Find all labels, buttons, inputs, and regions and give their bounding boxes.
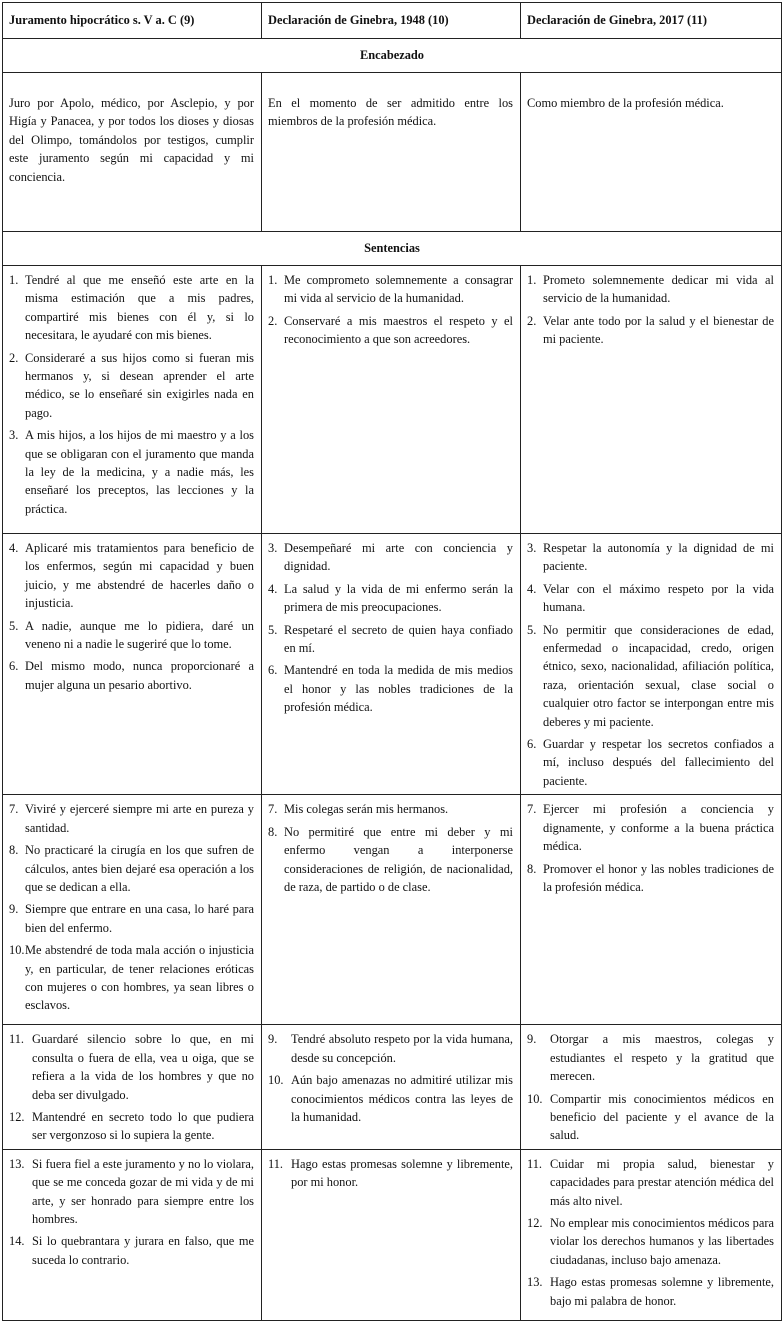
sentence-item	[9, 841, 254, 896]
sentence-text: Hago estas promesas solemne y libremente, bajo mi palabra de honor.	[550, 1275, 774, 1308]
sentence-number: 2.	[9, 350, 19, 365]
sentence-item	[9, 941, 254, 1015]
section-title-sentencias: Sentencias	[3, 232, 782, 266]
sentence-row	[3, 266, 782, 534]
sentence-number: 4.	[9, 541, 19, 555]
sentence-text: Aplicaré mis tratamientos para beneficio de los enfermos, según mi capacidad y buen juicio, y me abstendré de hacerles daño o injusticia.	[25, 541, 254, 611]
sentence-text: Otorgar a mis maestros, colegas y estudiantes el respeto y la gratitud que merecen.	[550, 1032, 774, 1084]
sentence-number: 13.	[527, 1275, 543, 1290]
sentence-number: 1.	[9, 273, 19, 287]
sentence-number: 7.	[9, 802, 19, 817]
sentence-number: 9.	[268, 1032, 278, 1047]
sentence-text: Ejercer mi profesión a conciencia y dignamente, y conforme a la buena práctica médica.	[543, 802, 774, 854]
sentence-item	[527, 312, 774, 349]
sentence-text: Respetar la autonomía y la dignidad de mi paciente.	[543, 541, 774, 574]
sentence-item	[268, 539, 513, 576]
cell-hipocratico	[3, 534, 262, 795]
sentence-item	[9, 1232, 254, 1269]
sentence-item	[268, 800, 513, 818]
sentence-row	[3, 1149, 782, 1320]
sentence-list	[527, 271, 774, 349]
sentence-item	[527, 860, 774, 897]
sentence-item	[268, 580, 513, 617]
sentence-item	[527, 1155, 774, 1210]
sentence-list	[9, 800, 254, 1014]
sentence-text: No practicaré la cirugía en los que sufren de cálculos, antes bien dejaré esa operación a los que se dedican a ella.	[25, 843, 254, 894]
sentence-number: 6.	[268, 663, 278, 678]
sentence-item	[527, 1273, 774, 1310]
sentence-text: Hago estas promesas solemne y libremente, por mi honor.	[291, 1156, 513, 1190]
sentence-text: Mantendré en toda la medida de mis medios el honor y las nobles tradiciones de la profesión médica.	[284, 663, 513, 715]
header-ginebra-2017: Declaración de Ginebra, 2017 (11)	[521, 3, 782, 39]
sentence-list	[268, 800, 513, 896]
sentence-item	[9, 1030, 254, 1104]
sentence-number: 6.	[9, 659, 19, 674]
sentence-text: Me abstendré de toda mala acción o injusticia y, en particular, de tener relaciones eróticas con mujeres o con hombres, ya sean libres o esclavos.	[25, 943, 254, 1013]
sentence-list	[527, 800, 774, 896]
sentence-text: Si fuera fiel a este juramento y no lo violara, que se me conceda gozar de mi vida y de mi arte, y ser honrado para siempre entre los hombres.	[32, 1156, 254, 1226]
sentence-text: Mis colegas serán mis hermanos.	[284, 802, 449, 817]
sentence-number: 5.	[268, 622, 278, 637]
sentence-number: 4.	[268, 581, 278, 596]
cell-hipocratico	[3, 1149, 262, 1320]
sentence-number: 9.	[527, 1032, 537, 1047]
cell-ginebra-2017	[521, 1025, 782, 1149]
sentence-text: Tendré absoluto respeto por la vida humana, desde su concepción.	[291, 1032, 513, 1065]
sentence-text: Tendré al que me enseñó este arte en la misma estimación que a mis padres, compartiré mis bienes con él y, si lo necesitara, le ayudaré con mis bienes.	[25, 273, 254, 343]
sentence-number: 7.	[527, 802, 537, 817]
cell-hipocratico	[3, 266, 262, 534]
sentence-row	[3, 1025, 782, 1149]
cell-hipocratico	[3, 1025, 262, 1149]
sentence-text: Promover el honor y las nobles tradiciones de la profesión médica.	[543, 861, 774, 894]
sentence-text: Viviré y ejerceré siempre mi arte en pureza y santidad.	[25, 802, 254, 835]
sentence-item	[268, 661, 513, 716]
sentence-list	[9, 1155, 254, 1269]
sentence-item	[268, 312, 513, 349]
sentence-item	[9, 271, 254, 345]
sentence-text: No permitir que consideraciones de edad, enfermedad o incapacidad, credo, origen étnico, sexo, nacionalidad, afiliación política, raza, orientación sexual, clase social o cualquier otro factor se interpongan entre mis deberes y mi paciente.	[543, 622, 774, 729]
sentence-number: 1.	[527, 273, 537, 287]
sentence-number: 7.	[268, 802, 278, 817]
section-title-encabezado: Encabezado	[3, 39, 782, 73]
sentence-item	[527, 539, 774, 576]
cell-ginebra-1948	[262, 795, 521, 1025]
sentence-item	[268, 823, 513, 897]
sentence-item	[9, 617, 254, 654]
sentence-item	[9, 349, 254, 423]
cell-ginebra-2017	[521, 795, 782, 1025]
sentence-item	[268, 621, 513, 658]
sentence-number: 3.	[527, 541, 537, 555]
sentence-number: 12.	[527, 1215, 543, 1230]
sentence-text: A nadie, aunque me lo pidiera, daré un veneno ni a nadie le sugeriré que lo tome.	[25, 618, 254, 652]
sentence-list	[527, 539, 774, 790]
sentence-row	[3, 534, 782, 795]
sentence-number: 11.	[268, 1156, 284, 1171]
sentence-text: Siempre que entrare en una casa, lo haré para bien del enfermo.	[25, 902, 254, 935]
sentence-list	[268, 1155, 513, 1192]
sentence-text: Aún bajo amenazas no admitiré utilizar mis conocimientos médicos contra las leyes de la humanidad.	[291, 1073, 513, 1124]
sentence-item	[527, 1090, 774, 1145]
sentence-list	[527, 1030, 774, 1144]
sentence-item	[9, 1108, 254, 1145]
sentence-text: Velar con el máximo respeto por la vida humana.	[543, 581, 774, 615]
sentence-item	[527, 271, 774, 308]
sentence-text: No permitiré que entre mi deber y mi enfermo vengan a interponerse consideraciones de religión, de nacionalidad, de raza, de partido o de clase.	[284, 824, 513, 894]
sentence-text: Mantendré en secreto todo lo que pudiera ser vergonzoso si lo supiera la gente.	[32, 1109, 254, 1143]
sentence-item	[9, 539, 254, 613]
sentence-text: No emplear mis conocimientos médicos para violar los derechos humanos y las libertades ciudadanas, incluso bajo amenaza.	[550, 1215, 774, 1267]
sentence-number: 8.	[9, 843, 19, 858]
sentence-list	[9, 539, 254, 694]
sentence-number: 8.	[268, 824, 278, 839]
sentence-item	[527, 800, 774, 855]
sentence-text: Desempeñaré mi arte con conciencia y dignidad.	[284, 541, 513, 574]
sentence-list	[527, 1155, 774, 1310]
sentence-item	[268, 1071, 513, 1126]
sentence-text: La salud y la vida de mi enfermo serán la primera de mis preocupaciones.	[284, 581, 513, 615]
sentence-number: 5.	[527, 622, 537, 637]
header-hipocratico: Juramento hipocrático s. V a. C (9)	[3, 3, 262, 39]
sentence-item	[527, 1030, 774, 1085]
sentence-row	[3, 795, 782, 1025]
sentence-item	[527, 621, 774, 731]
cell-ginebra-1948	[262, 1025, 521, 1149]
sentence-number: 10.	[268, 1073, 284, 1088]
sentence-item	[268, 1155, 513, 1192]
sentence-number: 11.	[9, 1032, 25, 1047]
sentence-number: 11.	[527, 1156, 543, 1171]
sentence-item	[527, 735, 774, 790]
sentence-number: 1.	[268, 273, 278, 287]
sentence-text: Guardar y respetar los secretos confiados a mí, incluso después del fallecimiento del paciente.	[543, 737, 774, 788]
sentence-number: 10.	[527, 1091, 543, 1106]
cell-hipocratico	[3, 795, 262, 1025]
sentence-text: Prometo solemnemente dedicar mi vida al servicio de la humanidad.	[543, 273, 774, 306]
sentence-number: 9.	[9, 902, 19, 917]
sentence-text: Guardaré silencio sobre lo que, en mi consulta o fuera de ella, vea u oiga, que se refiera a la vida de los hombres y que no deba ser divulgado.	[32, 1032, 254, 1102]
intro-ginebra-2017: Como miembro de la profesión médica.	[521, 73, 782, 232]
sentence-number: 14.	[9, 1234, 25, 1249]
sentence-item	[9, 900, 254, 937]
sentence-text: Me comprometo solemnemente a consagrar mi vida al servicio de la humanidad.	[284, 273, 513, 306]
sentence-text: Si lo quebrantara y jurara en falso, que me suceda lo contrario.	[32, 1234, 254, 1267]
sentence-text: Cuidar mi propia salud, bienestar y capacidades para prestar atención médica del más alto nivel.	[550, 1156, 774, 1208]
sentence-text: Velar ante todo por la salud y el bienestar de mi paciente.	[543, 313, 774, 347]
sentence-list	[268, 1030, 513, 1126]
sentence-text: Consideraré a sus hijos como si fueran mis hermanos y, si desean aprender el arte médico, se lo enseñaré sin exigirles nada en pago.	[25, 350, 254, 420]
sentence-number: 6.	[527, 737, 537, 752]
sentence-item	[9, 657, 254, 694]
sentence-number: 5.	[9, 618, 19, 633]
sentence-text: Compartir mis conocimientos médicos en beneficio del paciente y el avance de la salud.	[550, 1091, 774, 1143]
header-row	[3, 3, 782, 39]
sentence-item	[9, 800, 254, 837]
section-row-encabezado	[3, 39, 782, 73]
sentence-number: 2.	[268, 313, 278, 328]
sentence-item	[527, 1214, 774, 1269]
sentence-text: Conservaré a mis maestros el respeto y el reconocimiento a que son acreedores.	[284, 313, 513, 347]
sentence-number: 8.	[527, 861, 537, 876]
sentence-text: Respetaré el secreto de quien haya confiado en mí.	[284, 622, 513, 656]
sentence-item	[268, 271, 513, 308]
sentence-number: 12.	[9, 1109, 25, 1124]
sentence-number: 3.	[9, 428, 19, 443]
sentence-number: 10.	[9, 943, 25, 958]
sentence-number: 3.	[268, 541, 278, 555]
sentence-text: Del mismo modo, nunca proporcionaré a mujer alguna un pesario abortivo.	[25, 659, 254, 692]
intro-hipocratico: Juro por Apolo, médico, por Asclepio, y por Higía y Panacea, y por todos los dioses y diosas del Olimpo, tomándolos por testigos, cumplir este juramento según mi capacidad y mi conciencia.	[3, 73, 262, 232]
sentence-item	[9, 426, 254, 518]
sentence-number: 4.	[527, 581, 537, 596]
sentence-number: 13.	[9, 1156, 25, 1171]
sentence-item	[268, 1030, 513, 1067]
oath-comparison-table	[2, 2, 782, 1321]
header-ginebra-1948: Declaración de Ginebra, 1948 (10)	[262, 3, 521, 39]
sentence-item	[9, 1155, 254, 1229]
sentence-text: A mis hijos, a los hijos de mi maestro y a los que se obligaran con el juramento que manda la ley de la medicina, y a nadie más, les enseñaré los preceptos, las lecciones y la práctica.	[25, 428, 254, 516]
cell-ginebra-2017	[521, 534, 782, 795]
section-row-sentencias	[3, 232, 782, 266]
cell-ginebra-1948	[262, 1149, 521, 1320]
intro-ginebra-1948: En el momento de ser admitido entre los miembros de la profesión médica.	[262, 73, 521, 232]
cell-ginebra-2017	[521, 1149, 782, 1320]
intro-row	[3, 73, 782, 232]
sentence-list	[9, 1030, 254, 1144]
cell-ginebra-1948	[262, 266, 521, 534]
sentence-item	[527, 580, 774, 617]
cell-ginebra-1948	[262, 534, 521, 795]
cell-ginebra-2017	[521, 266, 782, 534]
sentence-list	[268, 539, 513, 717]
sentence-list	[9, 271, 254, 518]
sentence-list	[268, 271, 513, 349]
sentence-number: 2.	[527, 313, 537, 328]
